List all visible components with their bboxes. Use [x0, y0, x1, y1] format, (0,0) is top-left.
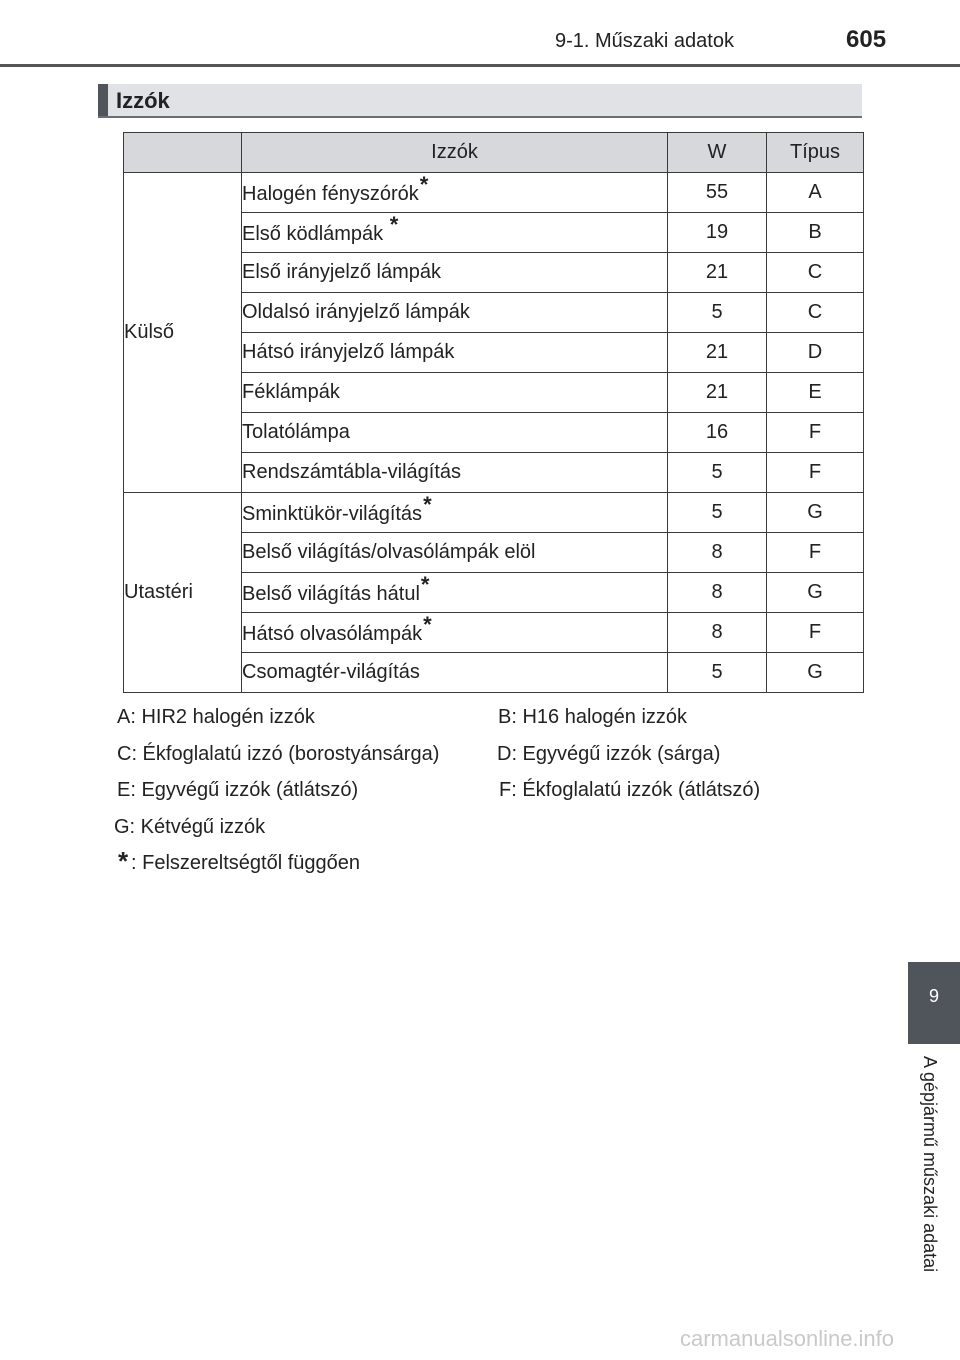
watt-cell: 5: [668, 493, 767, 533]
bulb-name-cell: [242, 373, 668, 413]
legend-e: E: Egyvégű izzók (átlátszó): [117, 779, 359, 801]
watt-cell: 19: [668, 213, 767, 253]
type-cell: G: [767, 653, 864, 693]
type-cell: E: [767, 373, 864, 413]
chapter-title: A gépjármű műszaki adatai: [920, 1056, 940, 1273]
header-cell-type: Típus: [767, 133, 864, 173]
bulb-name: Belső világítás hátul: [242, 582, 420, 605]
watt-cell: 21: [668, 333, 767, 373]
footnote-star: *: [118, 846, 129, 876]
section-bar: [98, 84, 862, 118]
optional-star-icon: *: [419, 171, 429, 197]
legend-g: G: Kétvégű izzók: [114, 816, 266, 838]
optional-star-icon: *: [420, 571, 430, 597]
type-cell: B: [767, 213, 864, 253]
bulb-name: Hátsó irányjelző lámpák: [242, 341, 455, 363]
watt-cell: 8: [668, 613, 767, 653]
legend-d: D: Egyvégű izzók (sárga): [497, 743, 721, 765]
type-cell: D: [767, 333, 864, 373]
header-cell-group: [124, 133, 242, 173]
bulb-name-cell: [242, 333, 668, 373]
bulb-name: Belső világítás/olvasólámpák elöl: [242, 541, 536, 563]
watt-cell: 21: [668, 253, 767, 293]
watt-cell: 5: [668, 293, 767, 333]
table-header-row: [124, 133, 864, 173]
bulb-name: Sminktükör-világítás: [242, 502, 423, 525]
table-row: [124, 493, 864, 533]
section-title: Izzók: [116, 88, 170, 113]
watt-cell: 21: [668, 373, 767, 413]
bulb-name: Hátsó olvasólámpák: [242, 622, 423, 645]
watt-cell: 55: [668, 173, 767, 213]
legend-c: C: Ékfoglalatú izzó (borostyánsárga): [117, 743, 440, 765]
group-label: Utastéri: [124, 493, 242, 693]
header-rule: [0, 64, 960, 67]
page-number: 605: [846, 26, 887, 53]
bulb-name-cell: [242, 173, 668, 213]
bulb-name: Féklámpák: [242, 381, 340, 403]
chapter-number: 9: [928, 986, 939, 1006]
bulb-name-cell: [242, 453, 668, 493]
bulb-name: Csomagtér-világítás: [242, 661, 420, 683]
group-label: Külső: [124, 173, 242, 493]
bulb-name-cell: [242, 573, 668, 613]
type-cell: F: [767, 453, 864, 493]
type-cell: G: [767, 493, 864, 533]
bulb-name-cell: [242, 413, 668, 453]
watermark: carmanualsonline.info: [680, 1326, 895, 1351]
bulb-name-cell: [242, 653, 668, 693]
bulb-table: [123, 132, 864, 693]
bulb-name-cell: [242, 613, 668, 653]
bulb-name-cell: [242, 253, 668, 293]
header-cell-watt: W: [668, 133, 767, 173]
header-title: 9-1. Műszaki adatok: [555, 30, 734, 52]
type-cell: G: [767, 573, 864, 613]
watt-cell: 8: [668, 533, 767, 573]
legend-f: F: Ékfoglalatú izzók (átlátszó): [499, 779, 761, 801]
watt-cell: 16: [668, 413, 767, 453]
legend-a: A: HIR2 halogén izzók: [117, 706, 315, 728]
bulb-name: Oldalsó irányjelző lámpák: [242, 301, 470, 323]
type-cell: C: [767, 293, 864, 333]
watt-cell: 5: [668, 653, 767, 693]
watt-cell: 8: [668, 573, 767, 613]
bulb-name: Első ködlámpák: [242, 222, 389, 245]
bulb-name: Első irányjelző lámpák: [242, 261, 441, 283]
header-cell-bulbs: Izzók: [242, 133, 668, 173]
type-cell: A: [767, 173, 864, 213]
bulb-name: Rendszámtábla-világítás: [242, 461, 461, 483]
bulb-name-cell: [242, 293, 668, 333]
bulb-name-cell: [242, 213, 668, 253]
type-cell: F: [767, 413, 864, 453]
table-row: [124, 173, 864, 213]
bulb-name-cell: [242, 493, 668, 533]
watt-cell: 5: [668, 453, 767, 493]
type-cell: C: [767, 253, 864, 293]
bulb-name: Tolatólámpa: [242, 421, 350, 443]
footnote-text: : Felszereltségtől függően: [131, 852, 361, 874]
bulb-name: Halogén fényszórók: [242, 182, 419, 205]
legend-b: B: H16 halogén izzók: [498, 706, 688, 728]
optional-star-icon: *: [389, 211, 399, 237]
optional-star-icon: *: [423, 611, 432, 637]
bulb-name-cell: [242, 533, 668, 573]
type-cell: F: [767, 613, 864, 653]
chapter-tab: [908, 962, 960, 1044]
type-cell: F: [767, 533, 864, 573]
optional-star-icon: *: [423, 491, 432, 517]
